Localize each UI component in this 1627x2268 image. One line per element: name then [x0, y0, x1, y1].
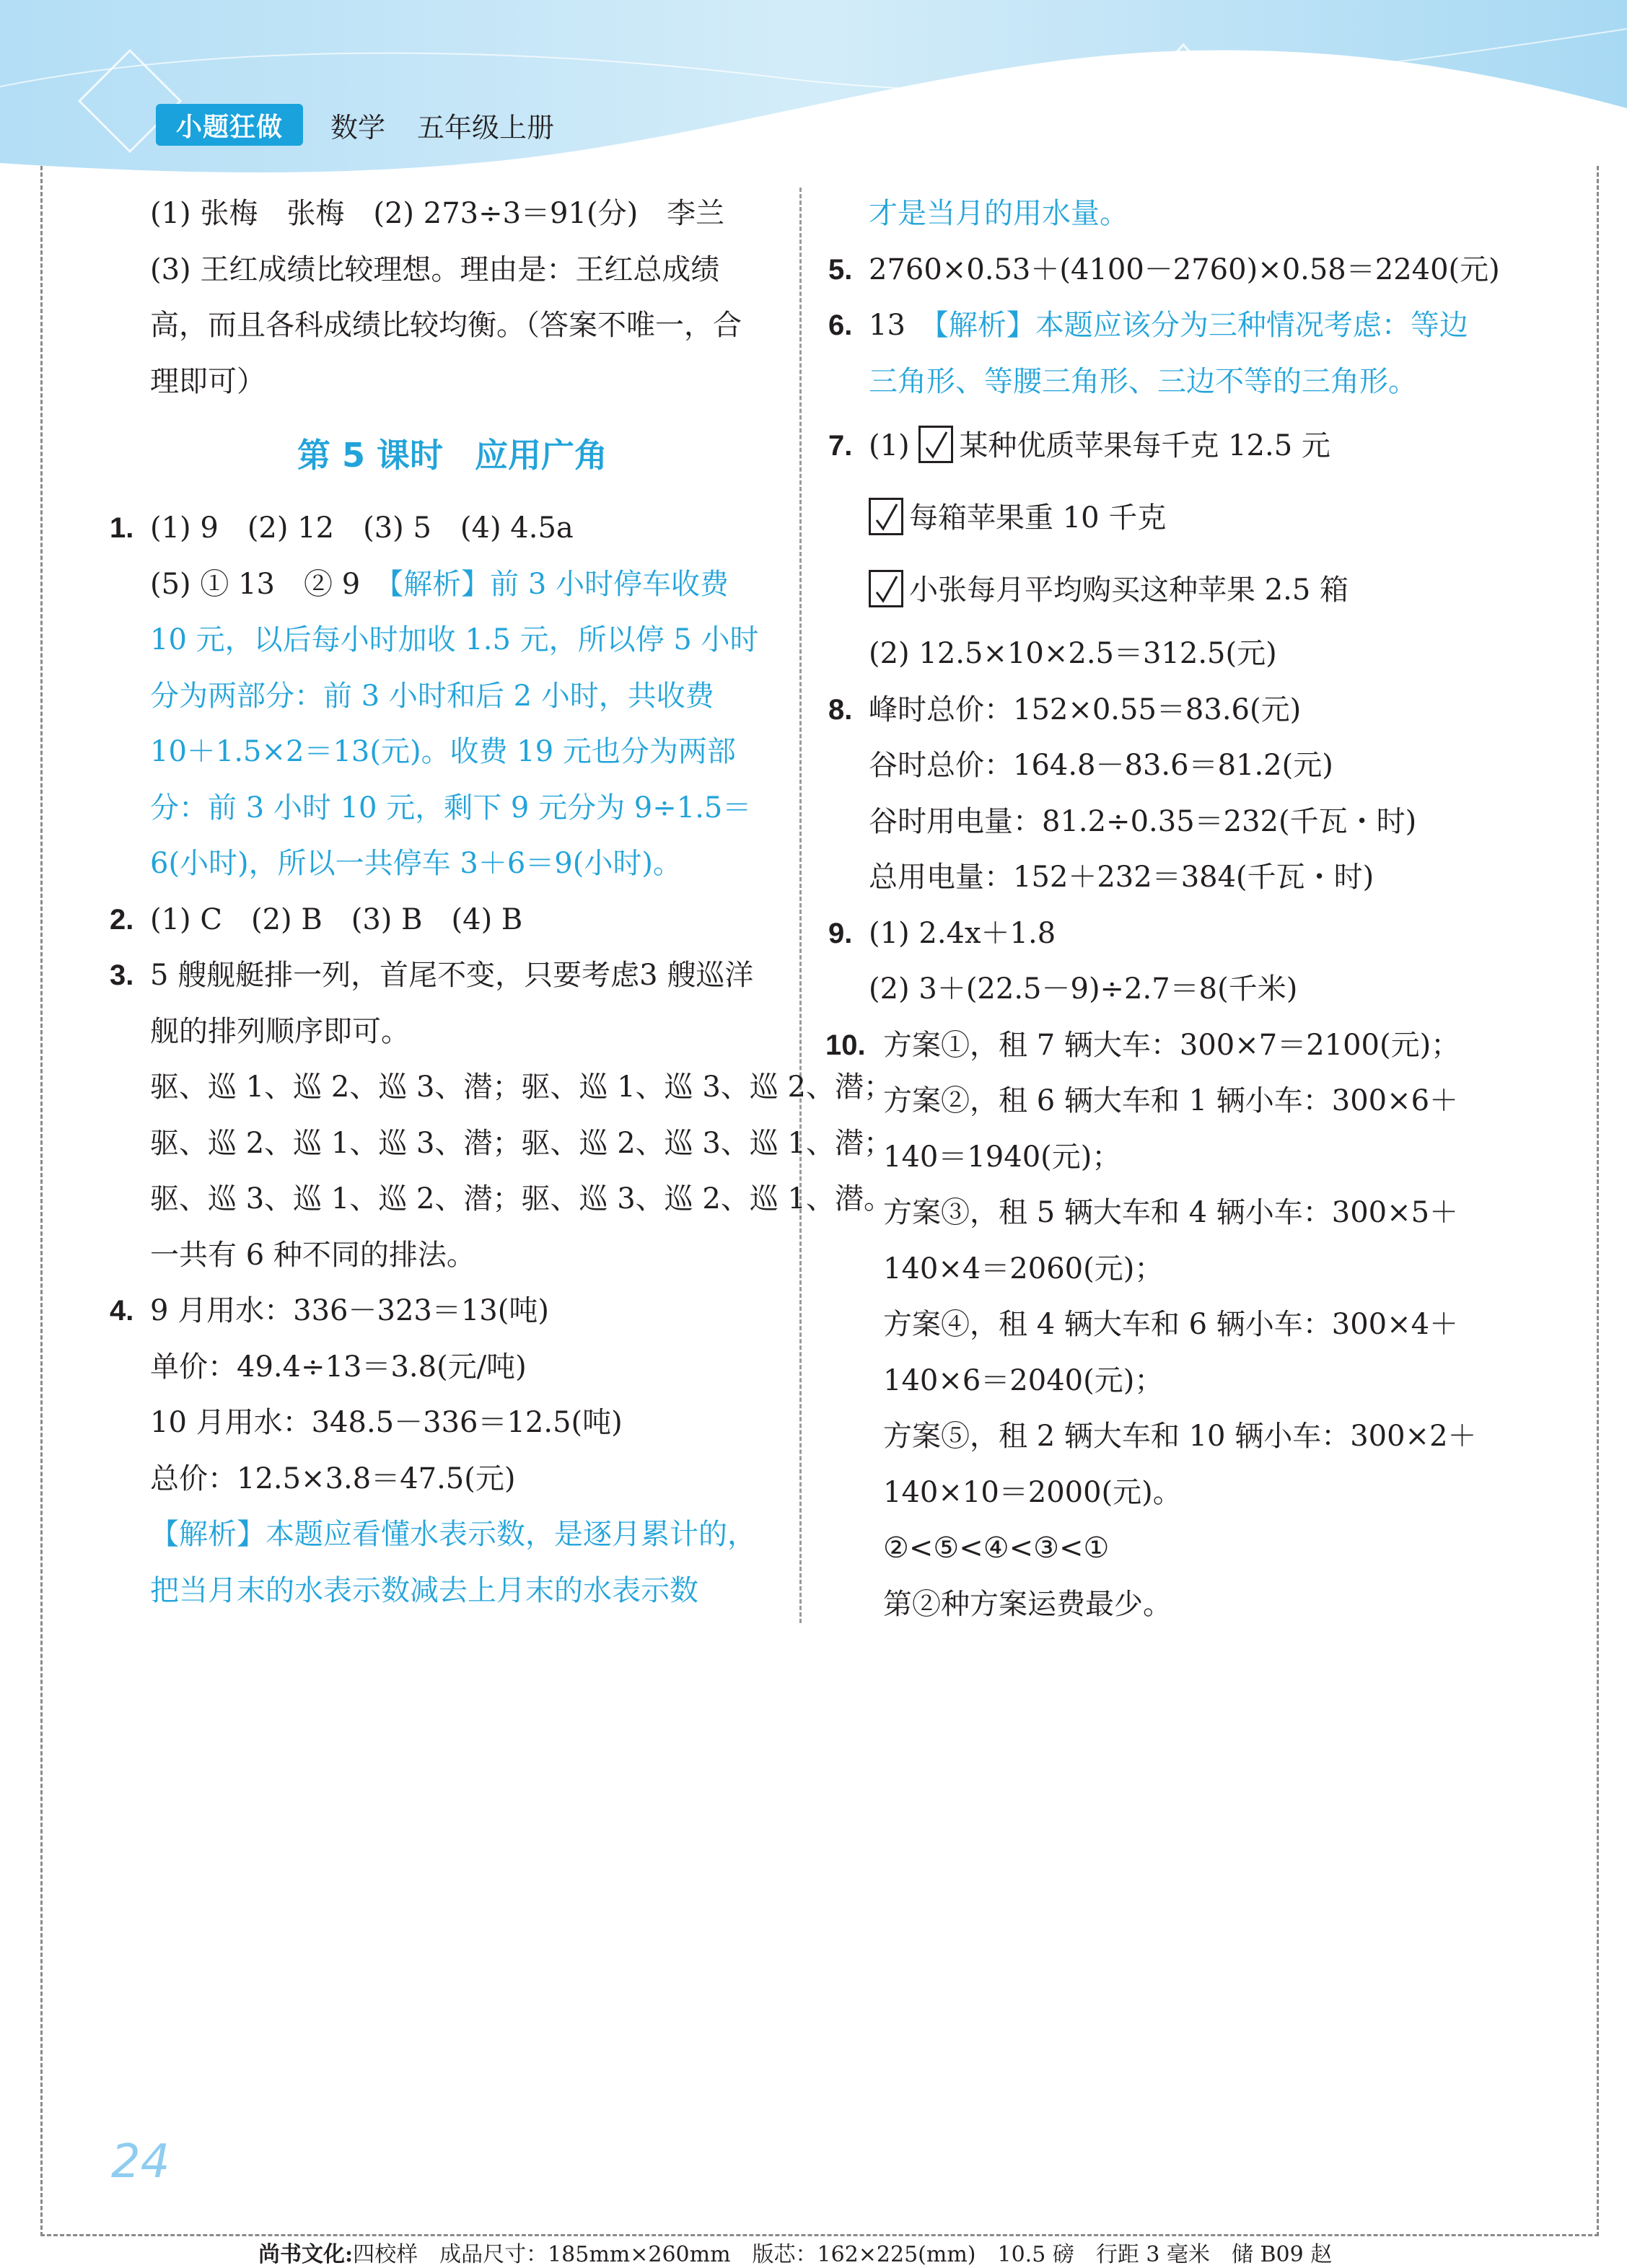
- answer-line: ②<⑤<④<③<①: [883, 1531, 1110, 1565]
- answer-text: 峰时总价：152×0.55＝83.6(元): [869, 693, 1302, 726]
- grade-label: 五年级上册: [417, 112, 555, 144]
- question-number: 4.: [110, 1295, 134, 1327]
- analysis-continuation: 才是当月的用水量。: [869, 197, 1128, 230]
- answer-line: 10 月用水：348.5－336＝12.5(吨): [150, 1406, 623, 1439]
- answer-line: (2) 12.5×10×2.5＝312.5(元): [869, 637, 1277, 670]
- question-number: 9.: [828, 917, 853, 949]
- answer-text: (1) 9 (2) 12 (3) 5 (4) 4.5a: [150, 511, 574, 545]
- question-number: 5.: [828, 253, 853, 286]
- analysis-text: 【解析】前 3 小时停车收费: [389, 567, 729, 601]
- checkmark-icon: [874, 503, 900, 532]
- answer-text: 5 艘舰艇排一列，首尾不变，只要考虑3 艘巡洋: [150, 959, 754, 992]
- part-label: (1): [869, 429, 910, 462]
- answer-text: (5) ① 13 ② 9: [150, 567, 390, 601]
- answer-line: 方案④，租 4 辆大车和 6 辆小车：300×4＋: [883, 1308, 1459, 1341]
- analysis-text: 【解析】本题应该分为三种情况考虑：等边: [934, 309, 1468, 342]
- question-number: 2.: [110, 903, 134, 936]
- lesson-name: 应用广角: [475, 436, 608, 475]
- publisher-brand: 尚书文化:: [258, 2242, 354, 2267]
- right-column: [825, 186, 1500, 1632]
- answer-line: 总价：12.5×3.8＝47.5(元): [150, 1462, 516, 1495]
- checkmark-box: [918, 426, 953, 463]
- subject-label: 数学: [330, 112, 386, 144]
- answer-line: 总用电量：152＋232＝384(千瓦・时): [869, 861, 1374, 894]
- answer-line: 单价：49.4÷13＝3.8(元/吨): [150, 1350, 527, 1384]
- analysis-line: 10 元，以后每小时加收 1.5 元，所以停 5 小时: [150, 623, 759, 656]
- answer-text: 2760×0.53＋(4100－2760)×0.58＝2240(元): [869, 252, 1500, 286]
- question-number: 10.: [825, 1029, 866, 1061]
- analysis-line: 分为两部分：前 3 小时和后 2 小时，共收费: [150, 679, 714, 713]
- question-number: 1.: [110, 512, 134, 544]
- answer-text: (1) 2.4x＋1.8: [869, 916, 1056, 950]
- left-column: [110, 186, 893, 1619]
- checkmark-icon: [924, 431, 950, 460]
- question-number: 3.: [110, 959, 134, 991]
- question-2: [110, 892, 773, 949]
- checked-condition: 每箱苹果重 10 千克: [909, 501, 1167, 535]
- prev-answer-line: 高，而且各科成绩比较均衡。（答案不唯一，合: [150, 309, 742, 342]
- question-6: [828, 298, 1499, 410]
- question-number: 7.: [828, 430, 853, 462]
- lesson-number: 第 5 课时: [297, 436, 444, 475]
- checkmark-icon: [874, 575, 900, 604]
- checkmark-box: [869, 570, 903, 607]
- analysis-line: 6(小时)，所以一共停车 3＋6＝9(小时)。: [150, 847, 682, 880]
- answer-line: 140×4＝2060(元)；: [883, 1252, 1164, 1285]
- question-7: [828, 410, 1499, 682]
- prev-answer-line: 理即可）: [150, 364, 266, 398]
- question-10: [825, 1018, 1499, 1633]
- question-number: 6.: [828, 309, 853, 341]
- answer-line: 驱、巡 2、巡 1、巡 3、潜；驱、巡 2、巡 3、巡 1、潜；: [150, 1126, 893, 1160]
- analysis-line: 三角形、等腰三角形、三边不等的三角形。: [869, 364, 1417, 398]
- answer-line: 第②种方案运费最少。: [883, 1587, 1172, 1621]
- answer-line: 140×6＝2040(元)；: [883, 1363, 1164, 1397]
- checkmark-box: [869, 498, 903, 535]
- answer-text: (1) C (2) B (3) B (4) B: [150, 902, 523, 936]
- answer-line: 舰的排列顺序即可。: [150, 1014, 410, 1048]
- answer-line: 谷时用电量：81.2÷0.35＝232(千瓦・时): [869, 804, 1417, 838]
- series-badge: 小题狂做: [156, 104, 303, 146]
- analysis-line: 【解析】本题应看懂水表示数，是逐月累计的，: [150, 1518, 756, 1551]
- answer-line: 140＝1940(元)；: [883, 1140, 1121, 1174]
- page-number: 24: [111, 2135, 170, 2189]
- answer-line: 140×10＝2000(元)。: [883, 1475, 1182, 1509]
- print-specs: 四校样 成品尺寸：185mm×260mm 版芯：162×225(mm) 10.5 磅 行距 3 毫米 储 B09 赵: [353, 2242, 1333, 2267]
- answer-line: 驱、巡 3、巡 1、巡 2、潜；驱、巡 3、巡 2、巡 1、潜。: [150, 1182, 893, 1216]
- answer-text: 13: [869, 309, 934, 342]
- analysis-line: 10＋1.5×2＝13(元)。收费 19 元也分为两部: [150, 735, 736, 768]
- answer-text: 9 月用水：336－323＝13(吨): [150, 1294, 549, 1327]
- checked-condition: 某种优质苹果每千克 12.5 元: [959, 429, 1330, 462]
- answer-line: 驱、巡 1、巡 2、巡 3、潜；驱、巡 1、巡 3、巡 2、潜；: [150, 1071, 893, 1104]
- answer-line: (2) 3＋(22.5－9)÷2.7＝8(千米): [869, 972, 1298, 1006]
- answer-line: 谷时总价：164.8－83.6＝81.2(元): [869, 749, 1333, 782]
- question-9: [828, 906, 1499, 1018]
- prev-answer-line: (1) 张梅 张梅 (2) 273÷3＝91(分) 李兰: [150, 197, 725, 230]
- question-8: [828, 682, 1499, 906]
- question-5: [828, 242, 1499, 299]
- prev-answer-line: (3) 王红成绩比较理想。理由是：王红总成绩: [150, 252, 720, 286]
- question-1: [110, 501, 773, 892]
- answer-line: 方案②，租 6 辆大车和 1 辆小车：300×6＋: [883, 1084, 1459, 1117]
- question-number: 8.: [828, 693, 853, 726]
- lesson-title: [110, 410, 773, 501]
- checked-condition: 小张每月平均购买这种苹果 2.5 箱: [909, 573, 1349, 607]
- print-footer: [258, 2236, 1332, 2268]
- column-divider: [799, 188, 802, 1623]
- question-4: [110, 1283, 773, 1619]
- answer-text: 方案①，租 7 辆大车：300×7＝2100(元)；: [883, 1028, 1460, 1062]
- answer-line: 方案③，租 5 辆大车和 4 辆小车：300×5＋: [883, 1196, 1459, 1229]
- answer-line: 方案⑤，租 2 辆大车和 10 辆小车：300×2＋: [883, 1420, 1477, 1453]
- answer-line: 一共有 6 种不同的排法。: [150, 1238, 475, 1272]
- analysis-line: 分：前 3 小时 10 元，剩下 9 元分为 9÷1.5＝: [150, 791, 752, 825]
- analysis-line: 把当月末的水表示数减去上月末的水表示数: [150, 1573, 698, 1607]
